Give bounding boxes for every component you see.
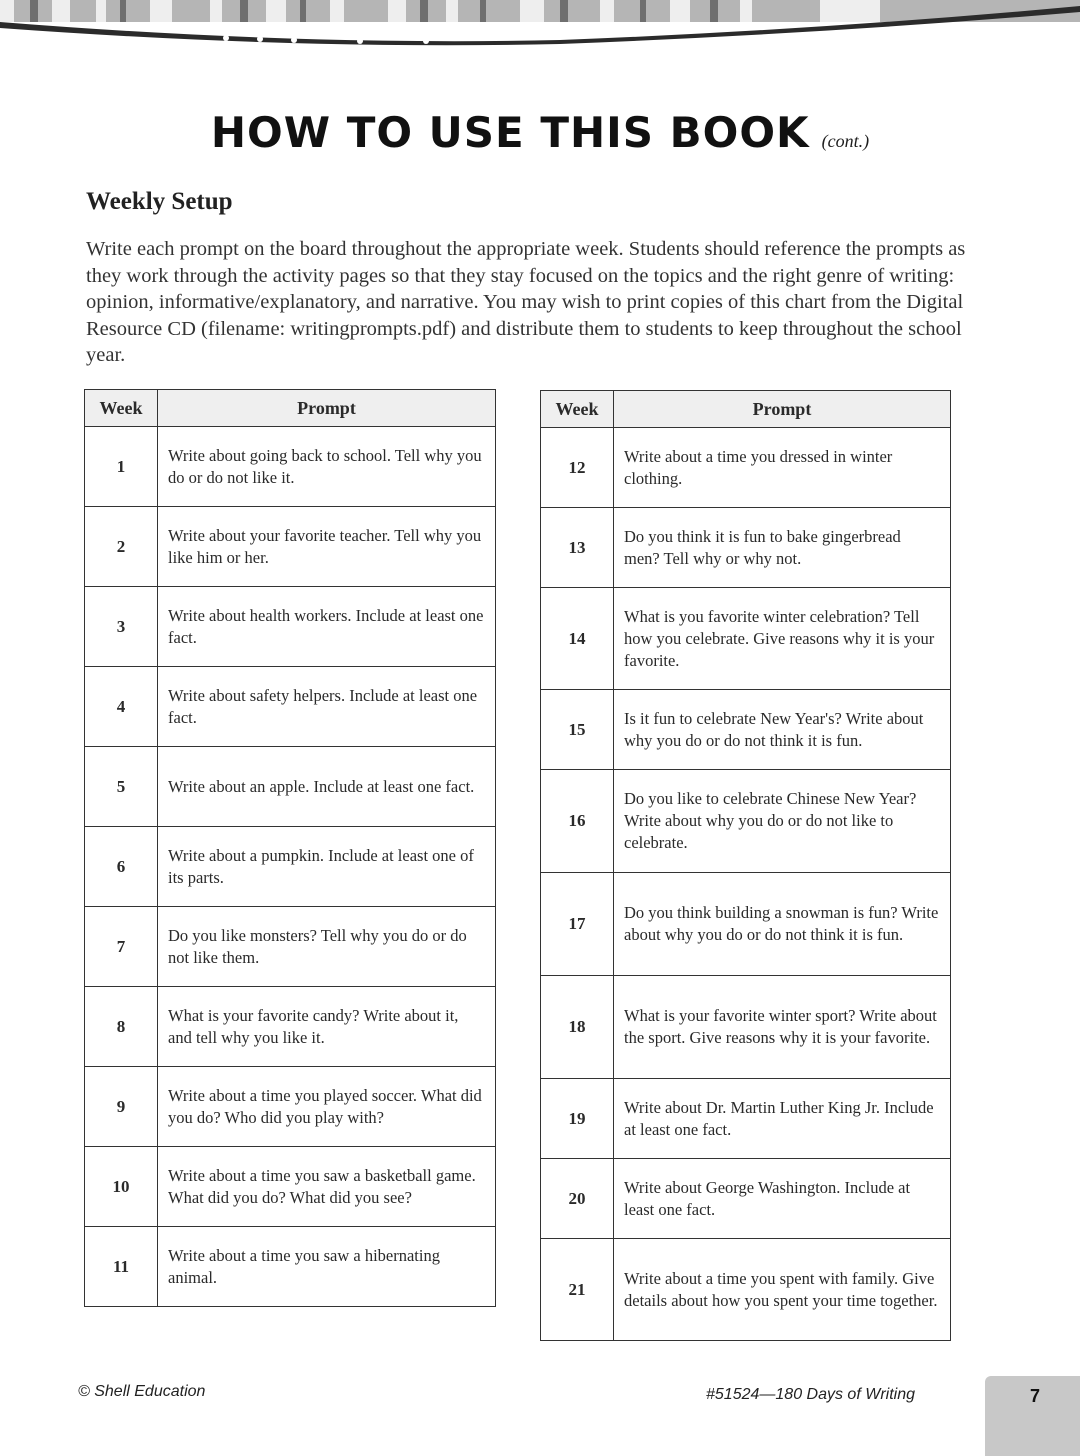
table-row [85,507,496,587]
week-number: 2 [85,507,158,587]
prompt-text: Write about your favorite teacher. Tell why you like him or her. [158,507,496,587]
prompts-table-left [84,389,496,1307]
week-number: 1 [85,427,158,507]
week-number: 12 [541,428,614,508]
table-row [541,1239,951,1341]
table-row [541,508,951,588]
table-row [541,1079,951,1159]
prompt-text: What is you favorite winter celebration? Tell how you celebrate. Give reasons why it is your favorite. [614,588,951,690]
prompt-text: Is it fun to celebrate New Year's? Write about why you do or do not think it is fun. [614,690,951,770]
table-row [85,1227,496,1307]
prompt-text: Do you like monsters? Tell why you do or do not like them. [158,907,496,987]
prompt-text: Write about an apple. Include at least one fact. [158,747,496,827]
prompts-table-right [540,390,951,1341]
week-number: 8 [85,987,158,1067]
table-row [85,427,496,507]
table-row [85,987,496,1067]
week-column-header: Week [85,390,158,427]
week-number: 13 [541,508,614,588]
prompt-text: Write about a time you saw a basketball game. What did you do? What did you see? [158,1147,496,1227]
table-row [541,770,951,873]
prompt-text: Write about a time you dressed in winter clothing. [614,428,951,508]
week-number: 6 [85,827,158,907]
prompt-text: Write about Dr. Martin Luther King Jr. Include at least one fact. [614,1079,951,1159]
page-number: 7 [1030,1386,1041,1406]
decorative-header-banner [0,0,1080,48]
prompt-text: Write about health workers. Include at least one fact. [158,587,496,667]
table-header-row [541,391,951,428]
table-row [85,1067,496,1147]
week-number: 4 [85,667,158,747]
prompt-text: What is your favorite winter sport? Write about the sport. Give reasons why it is your favorite. [614,976,951,1079]
prompt-text: Write about a time you saw a hibernating animal. [158,1227,496,1307]
prompt-column-header: Prompt [158,390,496,427]
table-row [85,827,496,907]
week-number: 7 [85,907,158,987]
table-row [85,587,496,667]
table-row [85,667,496,747]
week-number: 19 [541,1079,614,1159]
table-row [541,976,951,1079]
prompt-column-header: Prompt [614,391,951,428]
week-number: 15 [541,690,614,770]
week-number: 5 [85,747,158,827]
prompt-text: Do you like to celebrate Chinese New Year? Write about why you do or do not like to celebrate. [614,770,951,873]
week-number: 20 [541,1159,614,1239]
intro-paragraph: Write each prompt on the board throughout the appropriate week. Students should reference the prompts as they work through the activity pages so that they stay focused on the topics and the right genre of writing: opinion, informative/explanatory, and narrative. You may wish to print copies of this chart from the Digital Resource CD (filename: writingprompts.pdf) and distribute them to students to keep throughout the school year. [86,238,966,366]
week-number: 10 [85,1147,158,1227]
page-title [0,108,1080,157]
page-title-text: HOW TO USE THIS BOOK [210,108,810,157]
page-title-suffix: (cont.) [821,131,870,151]
week-number: 21 [541,1239,614,1341]
section-heading: Weekly Setup [86,188,233,215]
table-row [85,1147,496,1227]
prompt-text: Write about going back to school. Tell why you do or do not like it. [158,427,496,507]
table-row [541,690,951,770]
week-number: 16 [541,770,614,873]
week-number: 18 [541,976,614,1079]
table-row [541,588,951,690]
table-row [541,873,951,976]
week-number: 3 [85,587,158,667]
table-row [541,428,951,508]
prompt-text: Write about safety helpers. Include at least one fact. [158,667,496,747]
footer-copyright: © Shell Education [78,1383,206,1400]
prompt-text: What is your favorite candy? Write about it, and tell why you like it. [158,987,496,1067]
footer-product-id: #51524—180 Days of Writing [706,1386,915,1403]
prompt-text: Write about a pumpkin. Include at least one of its parts. [158,827,496,907]
prompt-text: Write about a time you spent with family. Give details about how you spent your time together. [614,1239,951,1341]
week-number: 11 [85,1227,158,1307]
table-row [541,1159,951,1239]
table-row [85,747,496,827]
week-column-header: Week [541,391,614,428]
table-header-row [85,390,496,427]
prompt-text: Write about George Washington. Include at least one fact. [614,1159,951,1239]
week-number: 9 [85,1067,158,1147]
table-row [85,907,496,987]
prompt-text: Write about a time you played soccer. What did you do? Who did you play with? [158,1067,496,1147]
week-number: 14 [541,588,614,690]
prompt-text: Do you think it is fun to bake gingerbread men? Tell why or why not. [614,508,951,588]
week-number: 17 [541,873,614,976]
prompt-text: Do you think building a snowman is fun? Write about why you do or do not think it is fun. [614,873,951,976]
